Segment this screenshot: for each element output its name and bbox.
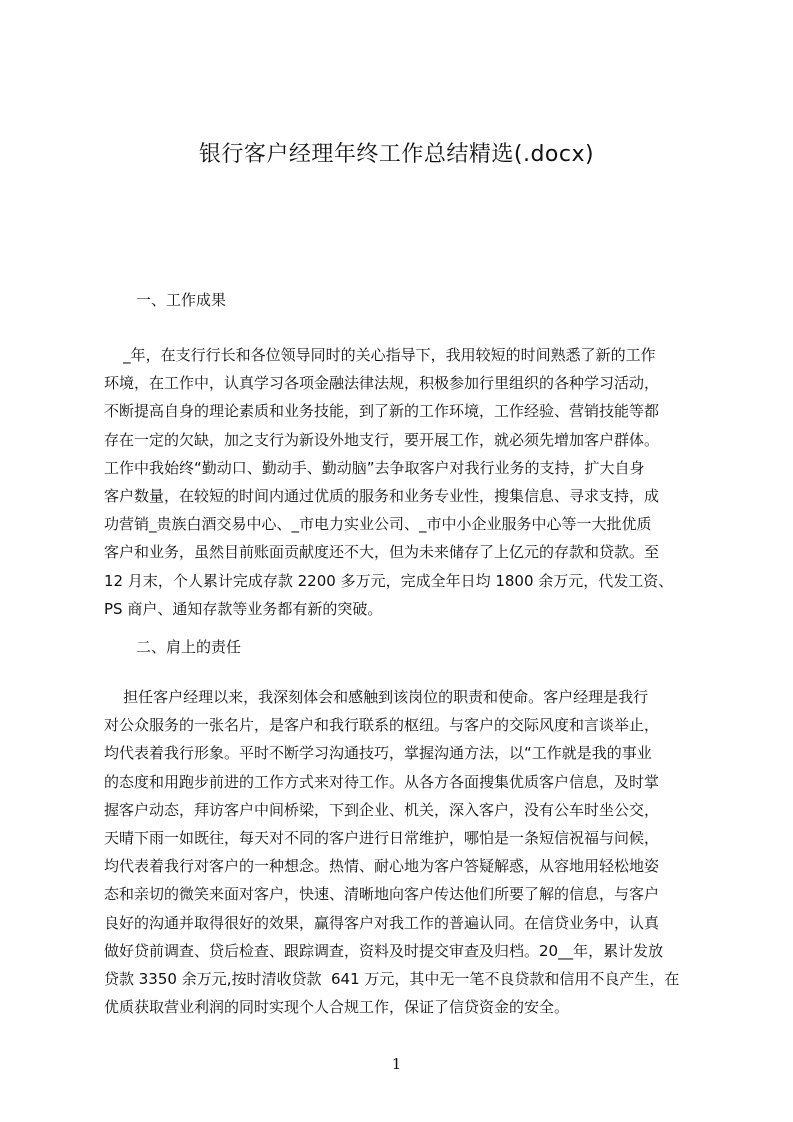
paragraph-line: 功营销_贵族白酒交易中心、_市电力实业公司、_市中小企业服务中心等一大批优质: [104, 515, 652, 534]
paragraph-line: 12 月末，个人累计完成存款 2200 多万元，完成全年日均 1800 余万元，代发工资、: [104, 571, 674, 590]
paragraph-line: 优质获取营业利润的同时实现个人合规工作，保证了信贷资金的安全。: [104, 998, 570, 1017]
paragraph-line: 客户和业务，虽然目前账面贡献度还不大，但为未来储存了上亿元的存款和贷款。至: [104, 543, 660, 562]
page-number: 1: [391, 1055, 402, 1073]
paragraph-line: 环境，在工作中，认真学习各项金融法律法规，积极参加行里组织的各种学习活动，: [104, 374, 660, 393]
section-paragraph-work-results: [104, 341, 700, 623]
paragraph-line: 良好的沟通并取得很好的效果，赢得客户对我工作的普遍认同。在信贷业务中，认真: [104, 913, 660, 932]
paragraph-line: 对公众服务的一张名片，是客户和我行联系的枢纽。与客户的交际风度和言谈举止，: [104, 716, 660, 735]
paragraph-line: 均代表着我行形象。平时不断学习沟通技巧，掌握沟通方法，以“工作就是我的事业: [104, 744, 652, 763]
paragraph-line: 客户数量，在较短的时间内通过优质的服务和业务专业性，搜集信息、寻求支持，成: [104, 486, 660, 505]
paragraph-line: 做好贷前调查、贷后检查、跟踪调查，资料及时提交审查及归档。20__年，累计发放: [104, 941, 664, 960]
paragraph-line: 工作中我始终“勤动口、勤动手、勤动脑”去争取客户对我行业务的支持，扩大自身: [104, 458, 645, 477]
section-heading-work-results: 一、工作成果: [136, 291, 227, 309]
paragraph-line: 握客户动态，拜访客户中间桥梁，下到企业、机关，深入客户，没有公车时坐公交，: [104, 800, 660, 819]
section-heading-responsibility: 二、肩上的责任: [136, 638, 242, 656]
paragraph-line: 态和亲切的微笑来面对客户，快速、清晰地向客户传达他们所要了解的信息，与客户: [104, 885, 660, 904]
document-title: 银行客户经理年终工作总结精选(.docx): [198, 142, 595, 167]
paragraph-line: 不断提高自身的理论素质和业务技能，到了新的工作环境，工作经验、营销技能等都: [104, 402, 660, 421]
paragraph-line: 均代表着我行对客户的一种想念。热情、耐心地为客户答疑解惑，从容地用轻松地姿: [104, 857, 660, 876]
paragraph-line: 贷款 3350 余万元,按时清收贷款 641 万元，其中无一笔不良贷款和信用不良产生，在: [104, 969, 680, 988]
section-paragraph-responsibility: [104, 683, 700, 1021]
paragraph-line: 担任客户经理以来，我深刻体会和感触到该岗位的职责和使命。客户经理是我行: [104, 688, 649, 706]
paragraph-line: 天晴下雨一如既往，每天对不同的客户进行日常维护，哪怕是一条短信祝福与问候，: [104, 828, 660, 847]
paragraph-line: _年，在支行行长和各位领导同时的关心指导下，我用较短的时间熟悉了新的工作: [104, 346, 656, 364]
paragraph-line: 存在一定的欠缺，加之支行为新设外地支行，要开展工作，就必须先增加客户群体。: [104, 430, 660, 449]
paragraph-line: PS 商户、通知存款等业务都有新的突破。: [104, 599, 383, 618]
paragraph-line: 的态度和用跑步前进的工作方式来对待工作。从各方各面搜集优质客户信息，及时掌: [104, 772, 660, 791]
